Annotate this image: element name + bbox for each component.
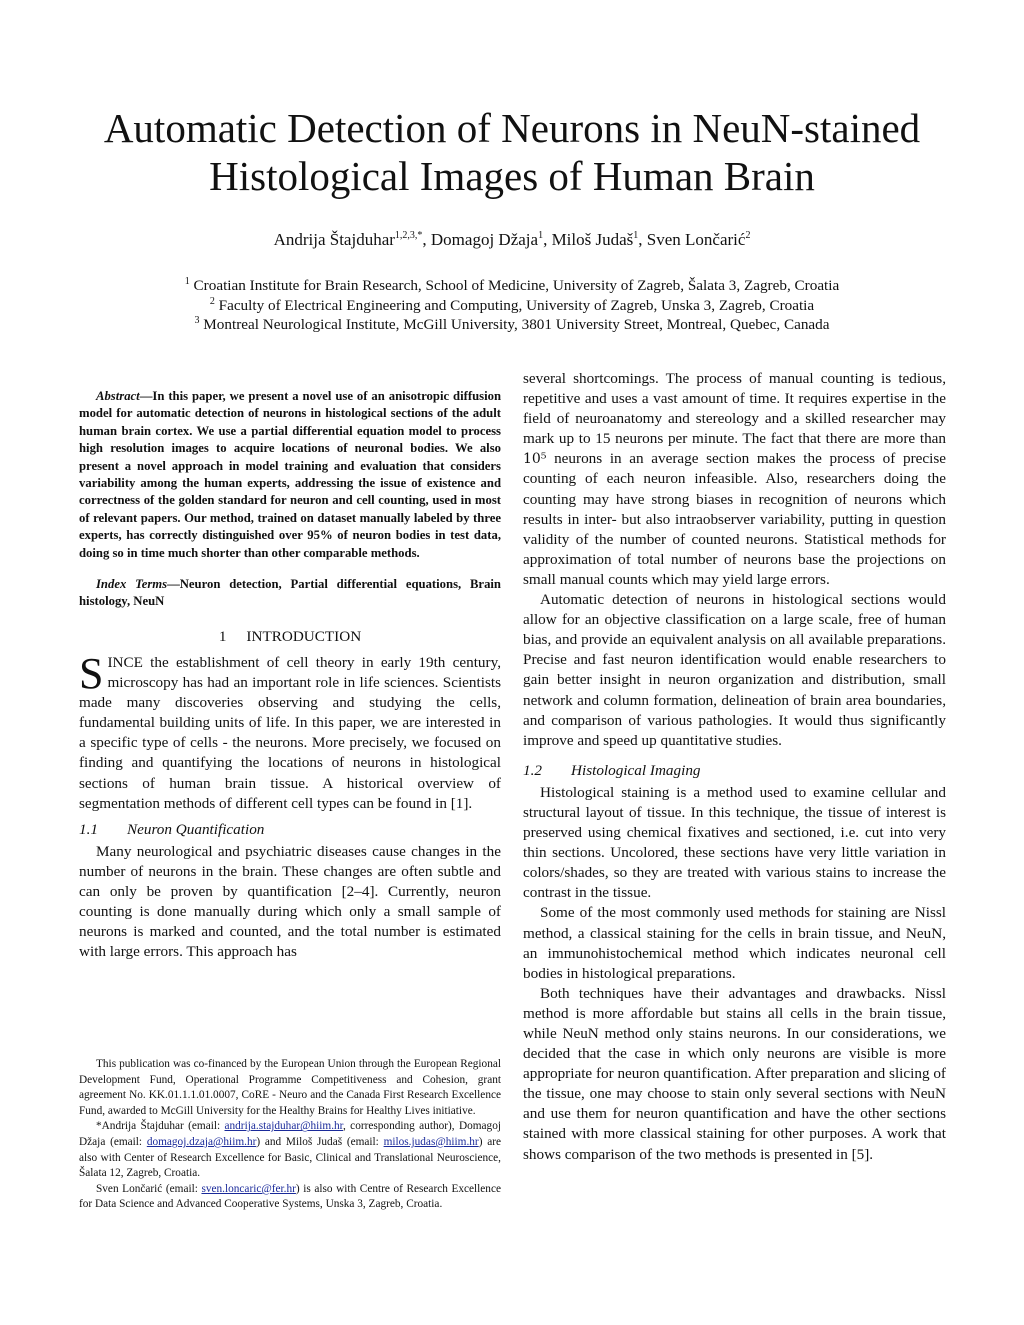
author-separator: , xyxy=(422,230,431,249)
paragraph: Some of the most commonly used methods for staining are Nissl method, a classical staining for the cells in brain tissue, and NeuN, an immunohistochemical method which indicates neuronal cell bodies in histological preparations. xyxy=(523,904,946,982)
abstract-text: —In this paper, we present a novel use of an anisotropic diffusion model for automatic detection of neurons in histological sections of the adult human brain cortex. We use a partial differential equation model to process high resolution images to acquire locations of neuronal bodies. We also present a novel approach in model training and evaluation that considers variability among the human experts, addressing the issue of existence and correctness of the golden standard for neuron and cell counting, used in most of relevant papers. Our method, trained on dataset manually labeled by three experts, has correctly distinguished over 95% of neuron bodies in test data, doing so in time much shorter than other comparable methods. xyxy=(79,389,501,560)
email-link[interactable]: milos.judas@hiim.hr xyxy=(383,1135,479,1148)
paragraph-continued xyxy=(523,369,946,590)
paragraph: Automatic detection of neurons in histological sections would allow for an objective classification on a large scale, free of human bias, and provide an equivalent analysis on all available preparations. Precise and fast neuron identification would enable researchers to gain better insight in neuron organization and distribution, small network and column formation, delineation of brain area boundaries, and comparison of various pathologies. It would thus significantly improve and speed up quantitative studies. xyxy=(523,591,946,749)
footnotes xyxy=(79,1057,501,1213)
left-column xyxy=(79,388,501,962)
section-number: 1 xyxy=(218,627,227,645)
index-terms-text: —Neuron detection, Partial differential equations, Brain histology, NeuN xyxy=(79,577,501,609)
drop-cap: S xyxy=(79,648,104,698)
affiliation-text: Montreal Neurological Institute, McGill University, 3801 University Street, Montreal, Quebec, Canada xyxy=(199,316,830,333)
affiliation xyxy=(0,296,1024,316)
affiliation-number: 2 xyxy=(209,295,215,307)
footnote-text: Sven Lončarić (email: xyxy=(96,1182,202,1195)
author-superscript: 2 xyxy=(745,230,751,241)
footnote: This publication was co-financed by the European Union through the European Regional Development Fund, Operational Programme Competitiveness and Cohesion, grant agreement No. KK.01.1.1.01.0007, CoRE - Neuro and the Canada First Research Excellence Fund, awarded to McGill University for the Healthy Brains for Healthy Lives initiative. xyxy=(79,1058,501,1117)
author-separator: , xyxy=(638,230,647,249)
author-name: Domagoj Džaja xyxy=(430,230,539,249)
section-title: INTRODUCTION xyxy=(246,627,362,645)
author-name: Andrija Štajduhar xyxy=(273,230,395,249)
author-name: Sven Lončarić xyxy=(646,230,746,249)
title-line-2: Histological Images of Human Brain xyxy=(209,153,815,199)
subsection-title: Histological Imaging xyxy=(571,761,701,779)
footnote-text: ) and Miloš Judaš (email: xyxy=(256,1135,384,1148)
footnote-text: ) is also with Centre of Research Excellence for Data Science and Advanced Cooperative Systems, Unska 3, Zagreb, Croatia. xyxy=(79,1182,501,1211)
paragraph-text: INCE the establishment of cell theory in early 19th century, microscopy has had an important role in life sciences. Scientists made many discoveries observing and studying the cells, fundamental building units of life. In this paper, we are interested in a specific type of cells - the neurons. More precisely, we focused on finding and quantifying the locations of neurons in histological sections of human brain tissue. A historical overview of segmentation methods of different cell types can be found in [1]. xyxy=(79,653,501,812)
author-superscript: 1,2,3,* xyxy=(394,230,423,241)
email-link[interactable]: andrija.stajduhar@hiim.hr xyxy=(224,1120,343,1133)
affiliation xyxy=(0,276,1024,296)
footnote-text: ) are also with Center of Research Excellence for Basic, Clinical and Translational Neuroscience, Šalata 12, Zagreb, Croatia. xyxy=(79,1135,501,1180)
right-column xyxy=(523,369,946,1165)
author-list xyxy=(0,229,1024,251)
subsection-heading xyxy=(523,761,946,781)
index-terms-label: Index Terms xyxy=(96,577,168,592)
affiliation-number: 1 xyxy=(184,276,190,287)
author-superscript: 1 xyxy=(538,230,544,241)
affiliations xyxy=(0,276,1024,335)
paragraph: Many neurological and psychiatric diseases cause changes in the number of neurons in the brain. These changes are often subtle and can only be proven by quantification [2–4]. Currently, neuron counting is done manually during which only a small sample of neurons is marked and counted, and the total number is estimated with large errors. This approach has xyxy=(79,842,501,961)
paper-title xyxy=(0,104,1024,200)
footnote-text: , corresponding author), Domagoj Džaja (email: xyxy=(79,1120,501,1148)
paragraph-text: several shortcomings. The process of manual counting is tedious, repetitive and uses a vast amount of time. It requires expertise in the field of neuroanatomy and stereology and a skilled researcher may mark up to 15 neurons per minute. The fact that there are more than xyxy=(523,370,946,448)
subsection-title: Neuron Quantification xyxy=(127,820,265,838)
subsection-number: 1.1 xyxy=(79,820,98,838)
affiliation-text: Faculty of Electrical Engineering and Computing, University of Zagreb, Unska 3, Zagreb, Croatia xyxy=(214,296,815,314)
paragraph-text: neurons in an average section makes the process of precise counting of each neuron infeasible. Also, researchers doing the counting may have strong biases in recognition of neurons which results in inter- but also intraobserver variability, putting in question validity of the number of counted neurons. Statistical methods for approximation of total number of neurons base the projections on small manual counts which may yield large errors. xyxy=(523,450,946,588)
affiliation-number: 3 xyxy=(194,315,200,326)
subsection-heading xyxy=(79,820,501,840)
footnote xyxy=(79,1182,501,1213)
affiliation xyxy=(0,315,1024,335)
author-name: Miloš Judaš xyxy=(551,230,634,249)
footnote-text: *Andrija Štajduhar (email: xyxy=(96,1120,225,1133)
paragraph: Histological staining is a method used to examine cellular and structural layout of tissue. In this technique, the tissue of interest is preserved using chemical fixatives and sectioned, i.e. cut into very thin sections. Uncolored, these sections have very little variation in colors/shades, so they are treated with various stains to increase the contrast in the tissue. xyxy=(523,783,946,902)
author-superscript: 1 xyxy=(633,230,639,241)
subsection-number: 1.2 xyxy=(523,761,542,779)
index-terms xyxy=(79,576,501,611)
abstract xyxy=(79,388,501,562)
paragraph: Both techniques have their advantages and drawbacks. Nissl method is more affordable but stains all cells in the brain tissue, while NeuN method only stains neurons. In our considerations, we decided that the case in which only neurons are visible is more appropriate for neuron quantification. After preparation and slicing of the tissue, one may choose to stain only several sections with NeuN and use them for neuron quantification and have the other sections stained with more classical staining for other purposes. A work that shows comparison of the two methods is presented in [5]. xyxy=(523,984,946,1163)
email-link[interactable]: sven.loncaric@fer.hr xyxy=(201,1182,296,1195)
author-separator: , xyxy=(543,230,552,249)
intro-paragraph xyxy=(79,648,501,814)
email-link[interactable]: domagoj.dzaja@hiim.hr xyxy=(146,1135,257,1148)
title-line-1: Automatic Detection of Neurons in NeuN-stained xyxy=(103,105,921,151)
affiliation-text: Croatian Institute for Brain Research, School of Medicine, University of Zagreb, Šalata 3, Zagreb, Croatia xyxy=(189,277,840,294)
abstract-label: Abstract xyxy=(96,389,140,403)
section-heading xyxy=(79,627,501,647)
math-expression: 10⁵ xyxy=(523,451,547,468)
footnote xyxy=(79,1119,501,1181)
